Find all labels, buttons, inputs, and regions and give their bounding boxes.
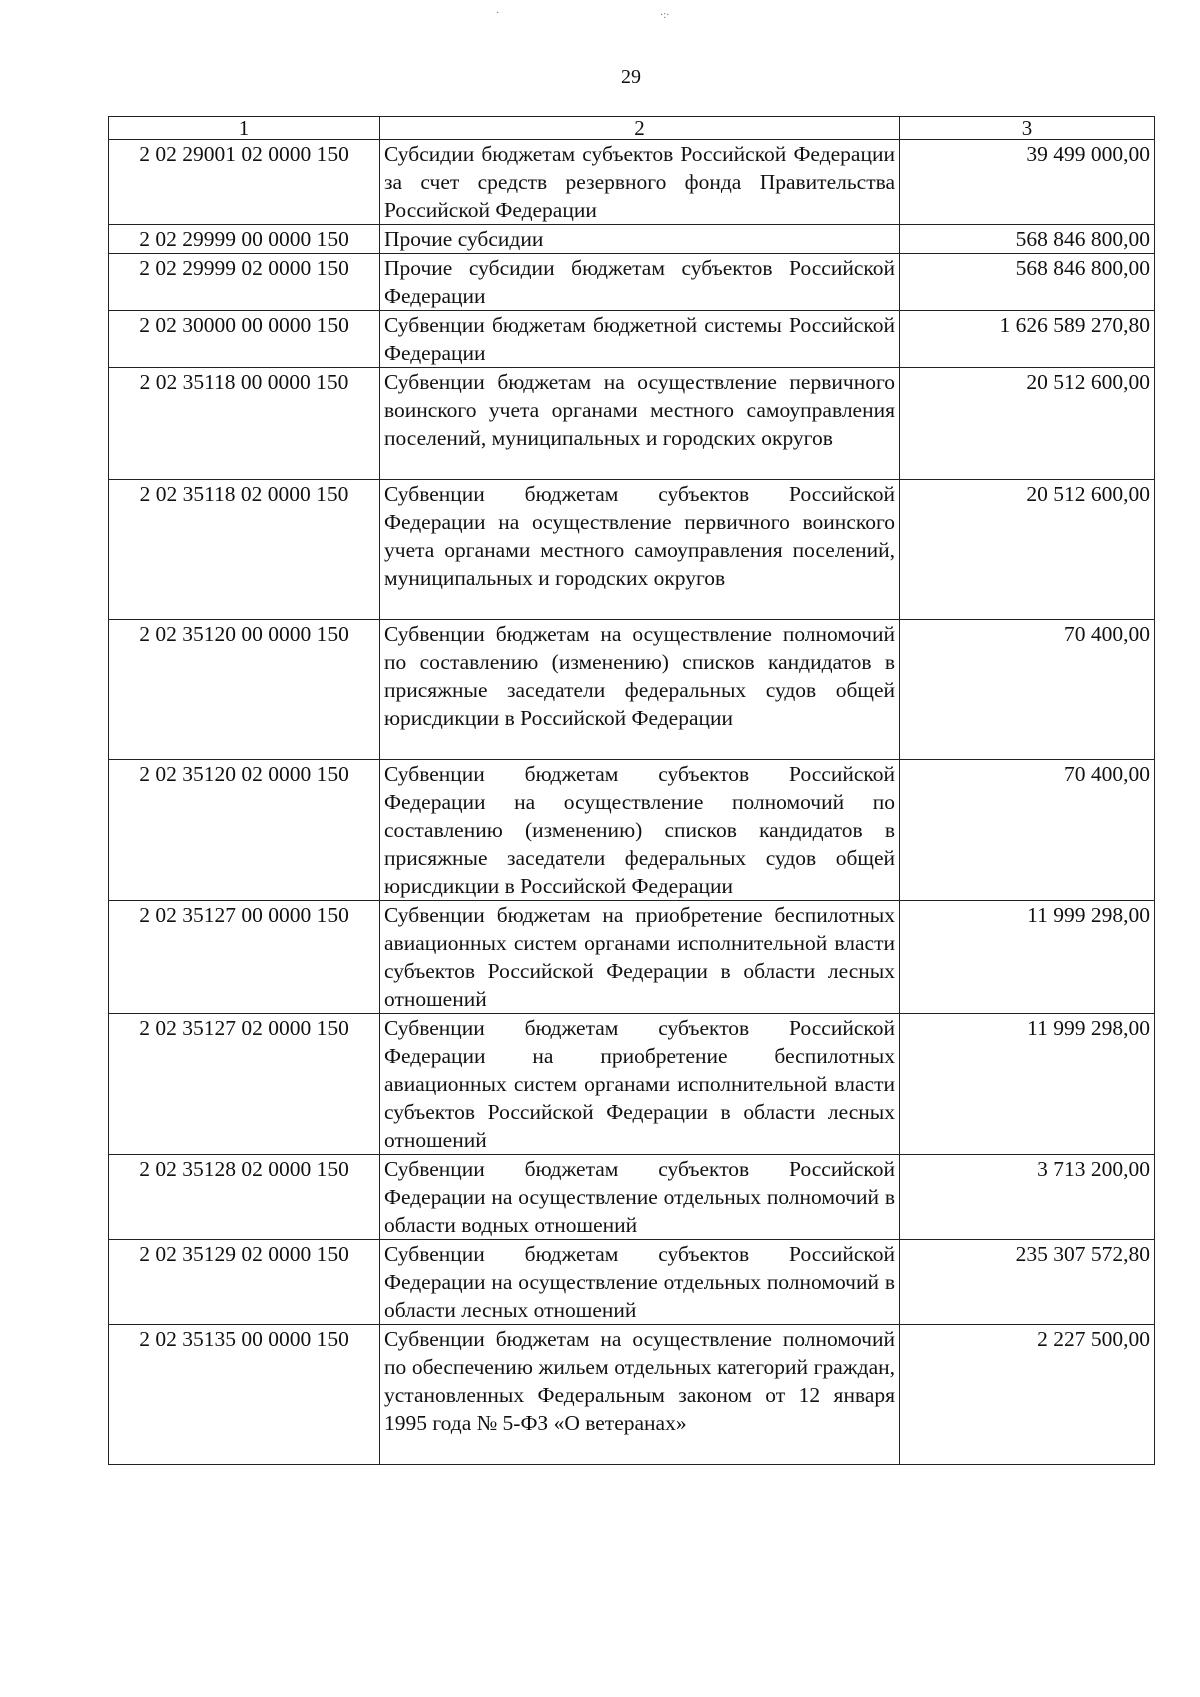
table-row xyxy=(109,1155,1155,1240)
row-amount: 1 626 589 270,80 xyxy=(900,311,1155,368)
row-code: 2 02 29999 02 0000 150 xyxy=(109,254,380,311)
table-row xyxy=(109,1325,1155,1465)
row-description: Субвенции бюджетам субъектов Российской Федерации на осуществление отдельных полномочий в области лесных отношений xyxy=(380,1240,900,1325)
table-row xyxy=(109,901,1155,1014)
table-row xyxy=(109,1240,1155,1325)
column-header-code: 1 xyxy=(109,117,380,140)
row-code: 2 02 35129 02 0000 150 xyxy=(109,1240,380,1325)
row-description: Субвенции бюджетам на осуществление полномочий по составлению (изменению) списков кандидатов в присяжные заседатели федеральных судов общей юрисдикции в Российской Федерации xyxy=(380,620,900,760)
row-amount: 3 713 200,00 xyxy=(900,1155,1155,1240)
column-header-description: 2 xyxy=(380,117,900,140)
row-code: 2 02 35118 02 0000 150 xyxy=(109,480,380,620)
row-amount: 39 499 000,00 xyxy=(900,140,1155,225)
table-row xyxy=(109,311,1155,368)
table-header-row xyxy=(109,117,1155,140)
table-row xyxy=(109,225,1155,254)
column-header-amount: 3 xyxy=(900,117,1155,140)
table-row xyxy=(109,140,1155,225)
table-row xyxy=(109,368,1155,480)
row-amount: 70 400,00 xyxy=(900,620,1155,760)
row-amount: 20 512 600,00 xyxy=(900,368,1155,480)
row-code: 2 02 30000 00 0000 150 xyxy=(109,311,380,368)
row-description: Субсидии бюджетам субъектов Российской Федерации за счет средств резервного фонда Правительства Российской Федерации xyxy=(380,140,900,225)
row-code: 2 02 35135 00 0000 150 xyxy=(109,1325,380,1465)
row-description: Субвенции бюджетам субъектов Российской Федерации на осуществление отдельных полномочий в области водных отношений xyxy=(380,1155,900,1240)
row-code: 2 02 29999 00 0000 150 xyxy=(109,225,380,254)
row-description: Прочие субсидии бюджетам субъектов Российской Федерации xyxy=(380,254,900,311)
row-code: 2 02 35128 02 0000 150 xyxy=(109,1155,380,1240)
row-description: Субвенции бюджетам субъектов Российской Федерации на осуществление полномочий по составлению (изменению) списков кандидатов в присяжные заседатели федеральных судов общей юрисдикции в Российской Федерации xyxy=(380,760,900,901)
row-code: 2 02 29001 02 0000 150 xyxy=(109,140,380,225)
row-code: 2 02 35127 00 0000 150 xyxy=(109,901,380,1014)
row-description: Субвенции бюджетам субъектов Российской Федерации на осуществление первичного воинского учета органами местного самоуправления поселений, муниципальных и городских округов xyxy=(380,480,900,620)
row-code: 2 02 35120 02 0000 150 xyxy=(109,760,380,901)
table-row xyxy=(109,254,1155,311)
row-code: 2 02 35118 00 0000 150 xyxy=(109,368,380,480)
row-amount: 11 999 298,00 xyxy=(900,901,1155,1014)
row-code: 2 02 35120 00 0000 150 xyxy=(109,620,380,760)
row-code: 2 02 35127 02 0000 150 xyxy=(109,1014,380,1155)
row-amount: 20 512 600,00 xyxy=(900,480,1155,620)
row-amount: 235 307 572,80 xyxy=(900,1240,1155,1325)
row-description: Субвенции бюджетам субъектов Российской Федерации на приобретение беспилотных авиационных систем органами исполнительной власти субъектов Российской Федерации в области лесных отношений xyxy=(380,1014,900,1155)
table-row xyxy=(109,760,1155,901)
row-description: Субвенции бюджетам на осуществление полномочий по обеспечению жильем отдельных категорий граждан, установленных Федеральным законом от 12 января 1995 года № 5-ФЗ «О ветеранах» xyxy=(380,1325,900,1465)
table-row xyxy=(109,620,1155,760)
scan-speck: · xyxy=(496,8,500,19)
scan-speck: ·:· xyxy=(660,10,670,21)
row-description: Субвенции бюджетам на приобретение беспилотных авиационных систем органами исполнительной власти субъектов Российской Федерации в области лесных отношений xyxy=(380,901,900,1014)
row-description: Прочие субсидии xyxy=(380,225,900,254)
row-amount: 568 846 800,00 xyxy=(900,254,1155,311)
row-amount: 70 400,00 xyxy=(900,760,1155,901)
row-amount: 568 846 800,00 xyxy=(900,225,1155,254)
row-description: Субвенции бюджетам бюджетной системы Российской Федерации xyxy=(380,311,900,368)
table-row xyxy=(109,480,1155,620)
row-amount: 11 999 298,00 xyxy=(900,1014,1155,1155)
page-number: 29 xyxy=(621,66,641,88)
table-row xyxy=(109,1014,1155,1155)
row-description: Субвенции бюджетам на осуществление первичного воинского учета органами местного самоуправления поселений, муниципальных и городских округов xyxy=(380,368,900,480)
budget-table xyxy=(108,116,1155,1465)
row-amount: 2 227 500,00 xyxy=(900,1325,1155,1465)
